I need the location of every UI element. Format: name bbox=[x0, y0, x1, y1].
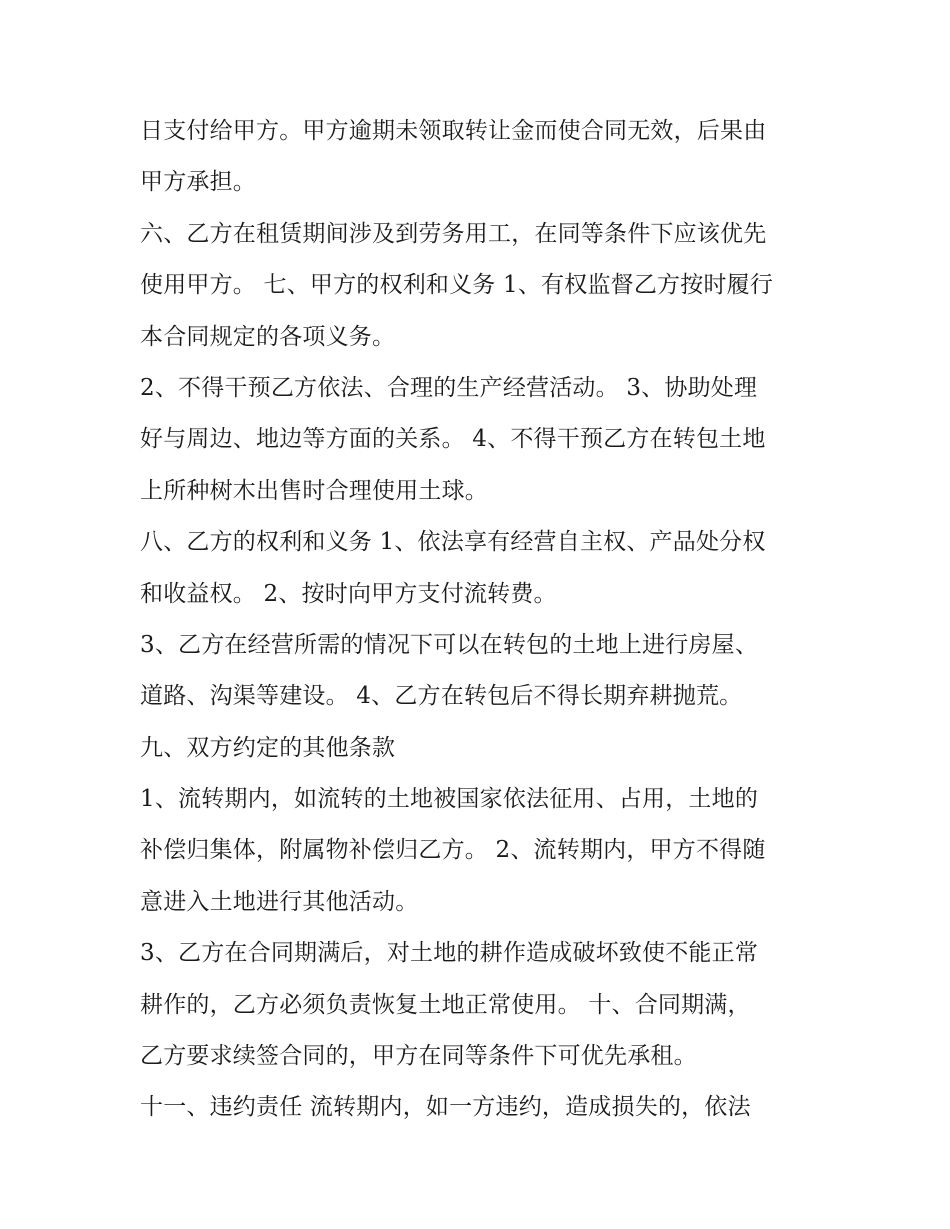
text-line: 六、乙方在租赁期间涉及到劳务用工，在同等条件下应该优先 bbox=[140, 220, 767, 247]
text-line: 乙方要求续签合同的，甲方在同等条件下可优先承租。 bbox=[140, 1043, 697, 1070]
text-line: 八、乙方的权利和义务 1、依法享有经营自主权、产品处分权 bbox=[140, 529, 766, 556]
text-line: 本合同规定的各项义务。 bbox=[140, 323, 396, 350]
text-line: 上所种树木出售时合理使用土球。 bbox=[140, 477, 488, 504]
text-line: 日支付给甲方。甲方逾期未领取转让金而使合同无效，后果由 bbox=[140, 118, 767, 144]
text-line: 九、双方约定的其他条款 bbox=[140, 734, 396, 761]
text-line: 使用甲方。 七、甲方的权利和义务 1、有权监督乙方按时履行 bbox=[140, 272, 774, 299]
text-line: 补偿归集体，附属物补偿归乙方。 2、流转期内，甲方不得随 bbox=[140, 837, 766, 864]
text-line: 2、不得干预乙方依法、合理的生产经营活动。 3、协助处理 bbox=[140, 374, 758, 401]
contract-text bbox=[140, 106, 830, 1134]
text-line: 耕作的，乙方必须负责恢复土地正常使用。 十、合同期满， bbox=[140, 991, 751, 1018]
text-line: 甲方承担。 bbox=[140, 169, 256, 196]
text-line: 十一、违约责任 流转期内，如一方违约，造成损失的，依法 bbox=[140, 1094, 751, 1121]
text-line: 道路、沟渠等建设。 4、乙方在转包后不得长期弃耕抛荒。 bbox=[140, 683, 743, 710]
text-line: 3、乙方在经营所需的情况下可以在转包的土地上进行房屋、 bbox=[140, 631, 759, 658]
text-line: 3、乙方在合同期满后，对土地的耕作造成破坏致使不能正常 bbox=[140, 940, 759, 967]
text-line: 好与周边、地边等方面的关系。 4、不得干预乙方在转包土地 bbox=[140, 426, 766, 453]
text-line: 意进入土地进行其他活动。 bbox=[140, 888, 419, 915]
text-line: 1、流转期内，如流转的土地被国家依法征用、占用，土地的 bbox=[140, 786, 759, 813]
text-line: 和收益权。 2、按时向甲方支付流转费。 bbox=[140, 580, 557, 607]
